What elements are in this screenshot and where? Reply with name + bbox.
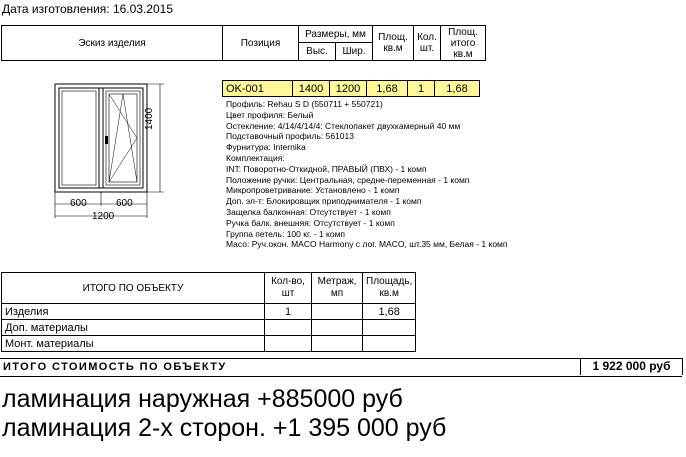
row-label: Монт. материалы bbox=[2, 336, 265, 352]
total-label: ИТОГО СТОИМОСТЬ ПО ОБЪЕКТУ bbox=[3, 361, 227, 373]
item-height: 1400 bbox=[293, 81, 330, 97]
header-width: Шир. bbox=[336, 43, 373, 61]
desc-line: Микропроветривание: Установлено - 1 комп bbox=[226, 185, 400, 196]
manufacture-date: Дата изготовления: 16.03.2015 bbox=[2, 2, 173, 16]
summary-col-length: Метраж, мп bbox=[312, 273, 363, 304]
item-description bbox=[226, 99, 508, 250]
dim-height: 1400 bbox=[144, 107, 155, 130]
desc-line: INT: Поворотно-Откидной, ПРАВЫЙ (ПВХ) - 1 комп bbox=[226, 163, 427, 174]
position-row bbox=[222, 80, 480, 97]
desc-line: Доп. эл-т: Блокировщик приподнимателя - 1 комп bbox=[226, 196, 422, 207]
spec-header-table bbox=[1, 25, 486, 61]
row-qty: 1 bbox=[265, 304, 312, 320]
desc-line: Положение ручки: Центральная, средне-переменная - 1 комп bbox=[226, 174, 470, 185]
desc-line: Цвет профиля: Белый bbox=[226, 109, 314, 120]
row-area bbox=[363, 320, 416, 336]
row-area bbox=[363, 336, 416, 352]
desc-line: Группа петель: 100 кг. - 1 комп bbox=[226, 228, 346, 239]
summary-col-area: Площадь, кв.м bbox=[363, 273, 416, 304]
row-label: Изделия bbox=[2, 304, 265, 320]
desc-line: Масо: Руч.окон. MACO Harmony с лог. MACO, шт.35 мм, Белая - 1 комп bbox=[226, 239, 508, 250]
row-qty bbox=[265, 320, 312, 336]
header-height: Выс. bbox=[299, 43, 336, 61]
dim-total: 1200 bbox=[92, 211, 115, 222]
table-row bbox=[2, 336, 416, 352]
header-area-total: Площ. итого кв.м bbox=[441, 26, 486, 61]
row-area: 1,68 bbox=[363, 304, 416, 320]
note-lamination-outer: ламинация наружная +885000 руб bbox=[2, 385, 403, 413]
header-sketch: Эскиз изделия bbox=[2, 26, 223, 61]
row-length bbox=[312, 336, 363, 352]
item-width: 1200 bbox=[330, 81, 367, 97]
item-area-total: 1,68 bbox=[435, 81, 480, 97]
total-value: 1 922 000 руб bbox=[580, 358, 683, 375]
item-position: OK-001 bbox=[223, 81, 293, 97]
header-position: Позиция bbox=[223, 26, 299, 61]
item-area: 1,68 bbox=[367, 81, 408, 97]
desc-line: Профиль: Rehau S D (550711 + 550721) bbox=[226, 99, 383, 109]
summary-table bbox=[1, 272, 416, 352]
row-length bbox=[312, 320, 363, 336]
summary-title: ИТОГО ПО ОБЪЕКТУ bbox=[2, 273, 265, 304]
summary-col-qty: Кол-во, шт bbox=[265, 273, 312, 304]
desc-line: Комплектация: bbox=[226, 152, 285, 163]
note-lamination-both: ламинация 2-х сторон. +1 395 000 руб bbox=[2, 414, 447, 442]
row-label: Доп. материалы bbox=[2, 320, 265, 336]
row-length bbox=[312, 304, 363, 320]
desc-line: Ручка балк. внешняя: Отсутствует - 1 комп bbox=[226, 217, 395, 228]
window-sketch bbox=[40, 82, 175, 224]
header-sizes: Размеры, мм bbox=[299, 26, 373, 43]
desc-line: Защелка балконная: Отсутствует - 1 комп bbox=[226, 206, 391, 217]
table-row bbox=[2, 304, 416, 320]
dim-right: 600 bbox=[116, 198, 133, 209]
desc-line: Остекление: 4/14/4/14/4: Стеклопакет двухкамерный 40 мм bbox=[226, 120, 461, 131]
desc-line: Подставочный профиль: 561013 bbox=[226, 131, 354, 142]
header-area: Площ. кв.м bbox=[373, 26, 414, 61]
item-qty: 1 bbox=[408, 81, 435, 97]
dim-left: 600 bbox=[70, 198, 87, 209]
table-row bbox=[2, 320, 416, 336]
desc-line: Фурнитура: Internika bbox=[226, 142, 306, 153]
row-qty bbox=[265, 336, 312, 352]
header-qty: Кол. шт. bbox=[414, 26, 441, 61]
